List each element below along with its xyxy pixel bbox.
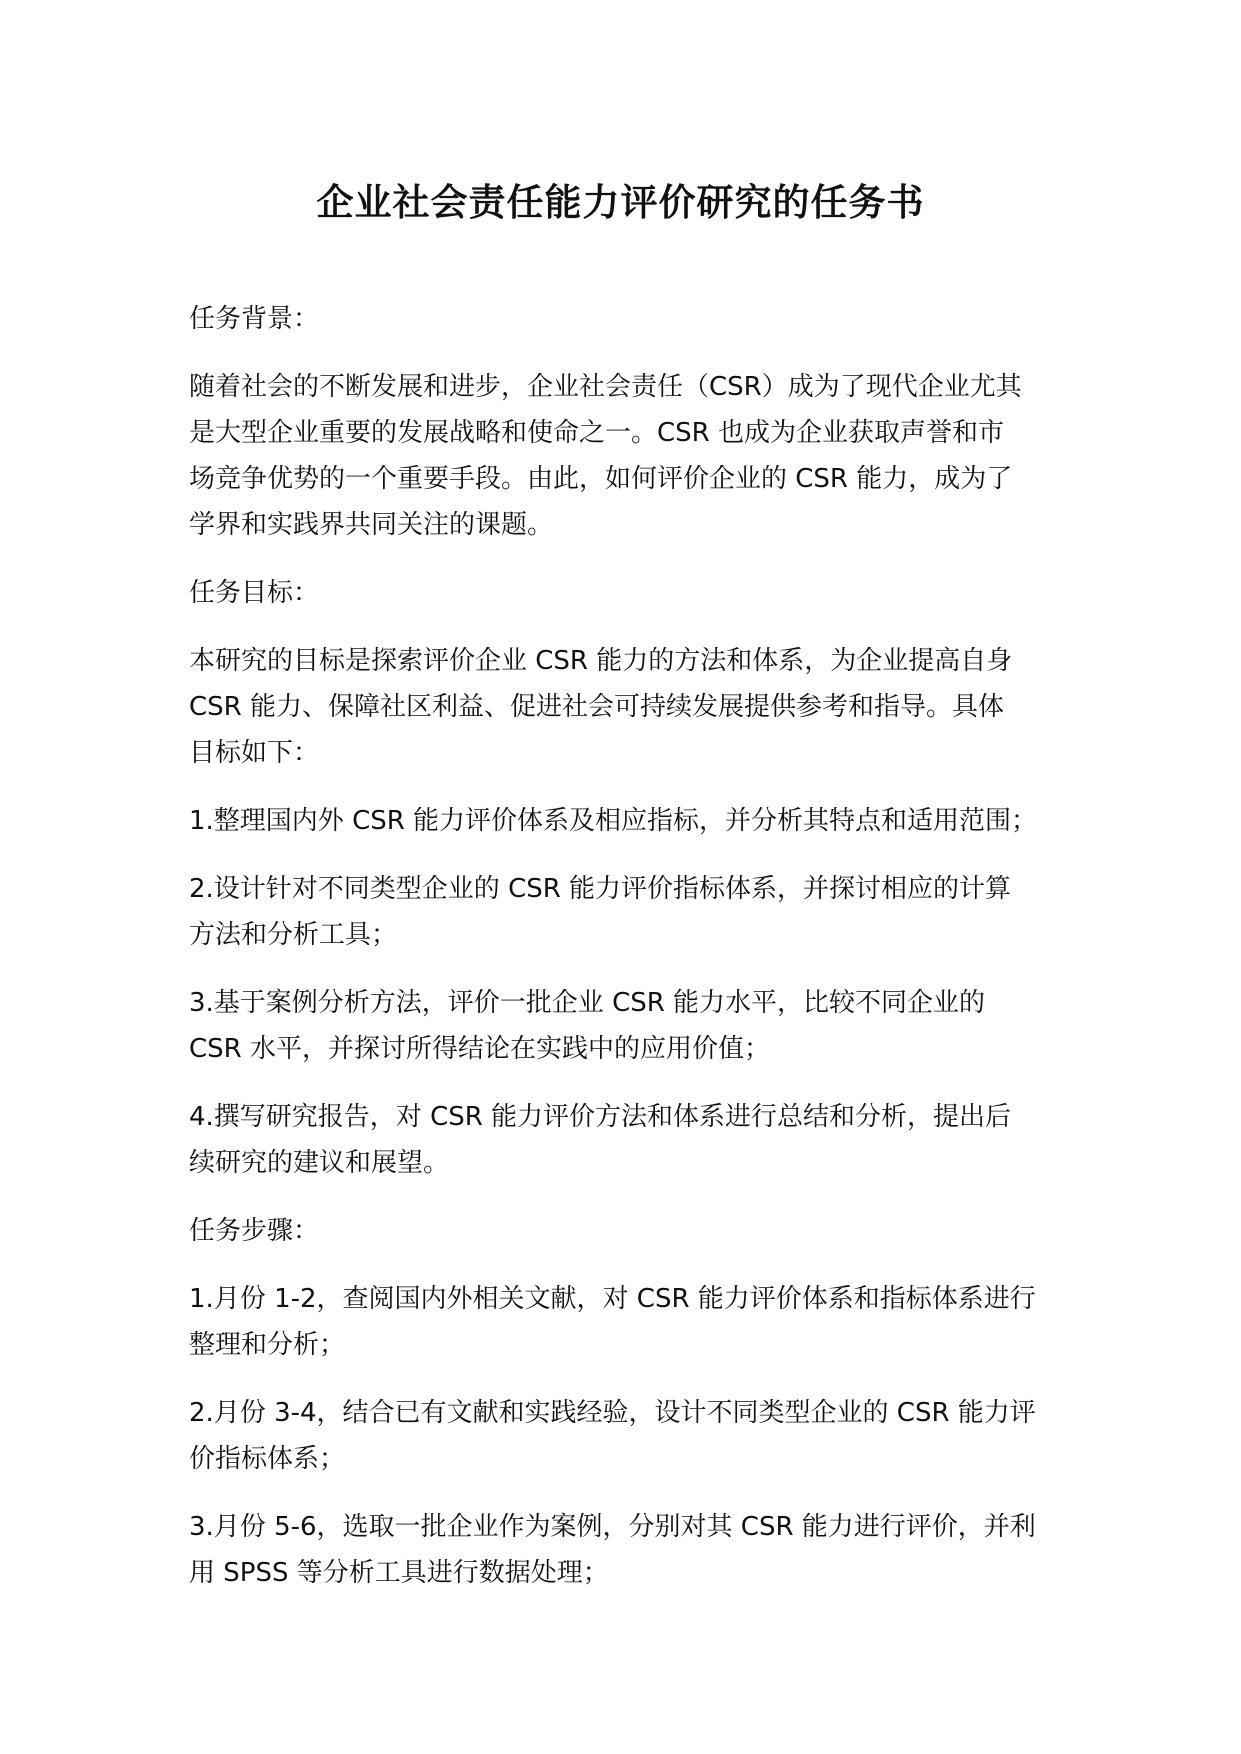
goal-item-4 bbox=[189, 1094, 1089, 1186]
text-line: 场竞争优势的一个重要手段。由此，如何评价企业的 CSR 能力，成为了 bbox=[189, 464, 1013, 494]
text-line: 1.月份 1-2，查阅国内外相关文献，对 CSR 能力评价体系和指标体系进行 bbox=[189, 1284, 1036, 1314]
text-line: 2.月份 3-4，结合已有文献和实践经验，设计不同类型企业的 CSR 能力评 bbox=[189, 1398, 1036, 1428]
text-line: 任务目标： bbox=[189, 578, 320, 608]
text-line: 学界和实践界共同关注的课题。 bbox=[189, 510, 554, 540]
paragraph-goals bbox=[189, 638, 1089, 776]
goal-item-1 bbox=[189, 798, 1089, 844]
text-line: 整理和分析； bbox=[189, 1330, 346, 1360]
step-item-2 bbox=[189, 1390, 1089, 1482]
text-line: 方法和分析工具； bbox=[189, 920, 398, 950]
goal-item-2 bbox=[189, 866, 1089, 958]
step-item-1 bbox=[189, 1276, 1089, 1368]
document-body bbox=[189, 296, 1089, 1618]
paragraph-background bbox=[189, 364, 1089, 548]
text-line: 本研究的目标是探索评价企业 CSR 能力的方法和体系，为企业提高自身 bbox=[189, 646, 1013, 676]
text-line: 4.撰写研究报告，对 CSR 能力评价方法和体系进行总结和分析，提出后 bbox=[189, 1102, 1012, 1132]
step-item-3 bbox=[189, 1504, 1089, 1596]
text-line: 任务步骤： bbox=[189, 1216, 320, 1246]
text-line: 目标如下： bbox=[189, 738, 320, 768]
text-line: 价指标体系； bbox=[189, 1444, 346, 1474]
text-line: CSR 能力、保障社区利益、促进社会可持续发展提供参考和指导。具体 bbox=[189, 692, 1004, 722]
text-line: 3.月份 5-6，选取一批企业作为案例，分别对其 CSR 能力进行评价，并利 bbox=[189, 1512, 1036, 1542]
text-line: 用 SPSS 等分析工具进行数据处理； bbox=[189, 1558, 609, 1588]
document-title: 企业社会责任能力评价研究的任务书 bbox=[316, 181, 925, 224]
section-heading-background bbox=[189, 296, 1089, 342]
text-line: 随着社会的不断发展和进步，企业社会责任（CSR）成为了现代企业尤其 bbox=[189, 372, 1022, 402]
section-heading-steps bbox=[189, 1208, 1089, 1254]
text-line: 任务背景： bbox=[189, 304, 320, 334]
text-line: 2.设计针对不同类型企业的 CSR 能力评价指标体系，并探讨相应的计算 bbox=[189, 874, 1012, 904]
text-line: 1.整理国内外 CSR 能力评价体系及相应指标，并分析其特点和适用范围； bbox=[189, 806, 1038, 836]
section-heading-goals bbox=[189, 570, 1089, 616]
text-line: 3.基于案例分析方法，评价一批企业 CSR 能力水平，比较不同企业的 bbox=[189, 988, 986, 1018]
goal-item-3 bbox=[189, 980, 1089, 1072]
text-line: 续研究的建议和展望。 bbox=[189, 1148, 450, 1178]
text-line: 是大型企业重要的发展战略和使命之一。CSR 也成为企业获取声誉和市 bbox=[189, 418, 1004, 448]
text-line: CSR 水平，并探讨所得结论在实践中的应用价值； bbox=[189, 1034, 770, 1064]
